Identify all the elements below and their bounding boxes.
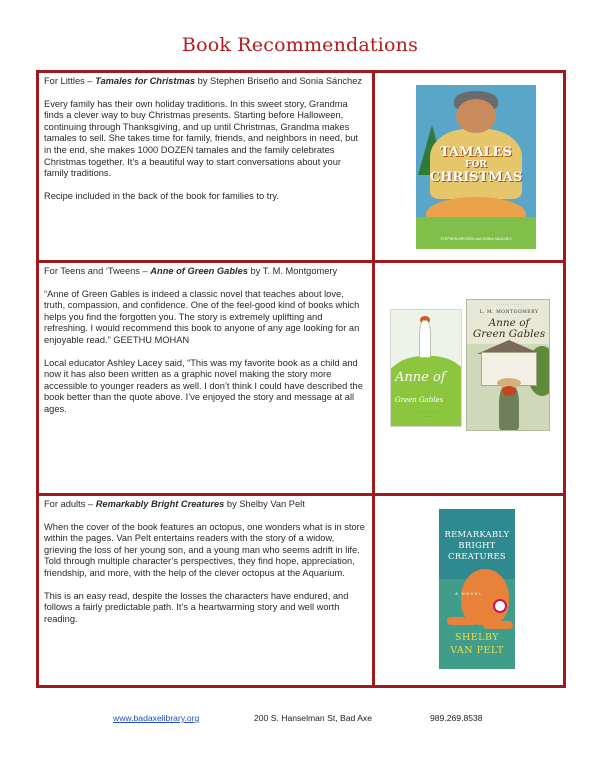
book-author: by Shelby Van Pelt xyxy=(224,499,305,509)
book-title: Anne of Green Gables xyxy=(150,266,248,276)
book-row-teens xyxy=(39,263,563,496)
page-title: Book Recommendations xyxy=(181,34,419,56)
book-description-cell xyxy=(39,496,375,685)
book-row-littles xyxy=(39,73,563,263)
book-description-cell xyxy=(39,263,375,493)
book-title: Remarkably Bright Creatures xyxy=(95,499,225,509)
cover-author: L. M. MONTGOMERY xyxy=(479,310,539,315)
review-paragraph: Recipe included in the back of the book for families to try. xyxy=(44,190,279,201)
book-row-adults xyxy=(39,496,563,685)
anne-classic-cover xyxy=(466,299,550,431)
book-club-badge-icon xyxy=(493,599,507,613)
book-heading xyxy=(44,76,367,88)
cover-title: TAMALES FOR CHRISTMAS xyxy=(429,145,523,185)
audience-label: For Littles – xyxy=(44,76,96,86)
cover-subtitle: Green Gables xyxy=(395,396,444,404)
cover-authors: STEPHEN BRISEÑO and SONIA SÁNCHEZ xyxy=(440,237,512,241)
book-title: Tamales for Christmas xyxy=(95,76,196,86)
cover-novel-label: A NOVEL xyxy=(455,591,483,596)
cover-title: Anne of xyxy=(395,370,446,385)
book-heading xyxy=(44,266,367,278)
library-address: 200 S. Hanselman St, Bad Axe xyxy=(254,713,372,723)
tamales-for-christmas-cover xyxy=(416,85,536,249)
book-description-cell xyxy=(39,73,375,260)
library-phone: 989.269.8538 xyxy=(430,713,483,723)
book-heading xyxy=(44,499,367,511)
book-cover-cell xyxy=(378,496,563,685)
cover-series-line: · · · · · · · · · · · · xyxy=(496,303,522,307)
review-paragraph: When the cover of the book features an octopus, one wonders what is in store within the pages. Van Pelt entertains readers with the story of a widow, grieving the loss of her young son, and a young man who seems adrift in life. Told through multiple character’s perspectives, they find hope, appreciation, friendship, and more, with the help of the clever octopus at the Aquarium. xyxy=(44,521,365,578)
cover-title: REMARKABLY BRIGHT CREATURES xyxy=(444,529,510,561)
book-cover-cell xyxy=(378,73,563,260)
review-paragraph: This is an easy read, despite the losses the characters have endured, and follows a fairly predictable path. It’s a heartwarming story and well worth reading. xyxy=(44,590,349,624)
book-author: by T. M. Montgomery xyxy=(247,266,338,276)
audience-label: For adults – xyxy=(44,499,96,509)
cover-title: Anne of Green Gables xyxy=(472,317,546,340)
review-paragraph: Local educator Ashley Lacey said, “This was my favorite book as a child and now it has also been written as a graphic novel making the story more accessible to younger readers as well. I don’t think I could have described the book better than the quote above. I’ve enjoyed the story and message at all ages. xyxy=(44,357,363,414)
anne-graphic-novel-cover xyxy=(390,309,462,427)
book-author: by Stephen Briseño and Sonia Sánchez xyxy=(195,76,363,86)
recommendations-table xyxy=(36,70,566,688)
book-cover-cell xyxy=(378,263,563,493)
website-link[interactable]: www.badaxelibrary.org xyxy=(113,713,200,723)
cover-author: SHELBY VAN PELT xyxy=(450,632,504,656)
audience-label: For Teens and ‘Tweens – xyxy=(44,266,151,276)
review-paragraph: Every family has their own holiday traditions. In this sweet story, Grandma finds a clever way to buy Christmas presents. Starting before Halloween, continuing through Thanksgiving, and up until Christmas, Grandma makes tamales to sell. She takes time for family, friends, and neighbors in need, but in the end, she makes 1000 DOZEN tamales and the family celebrates Christmas together. It’s a beautiful way to start conversations about your family traditions. xyxy=(44,98,359,179)
review-paragraph: “Anne of Green Gables is indeed a classic novel that teaches about love, truth, compassion, and confidence. One of the feel-good kind of books which helps you find the forgotten you. The story is extremely uplifting and refreshing. I would recommend this book to anyone of any age looking for an enjoyable read.” GEETHU MOHAN xyxy=(44,288,360,345)
cover-credit-text: · · · · · · · · · · · · · · · xyxy=(418,410,438,419)
remarkably-bright-creatures-cover xyxy=(439,509,515,669)
page-footer xyxy=(0,713,600,727)
